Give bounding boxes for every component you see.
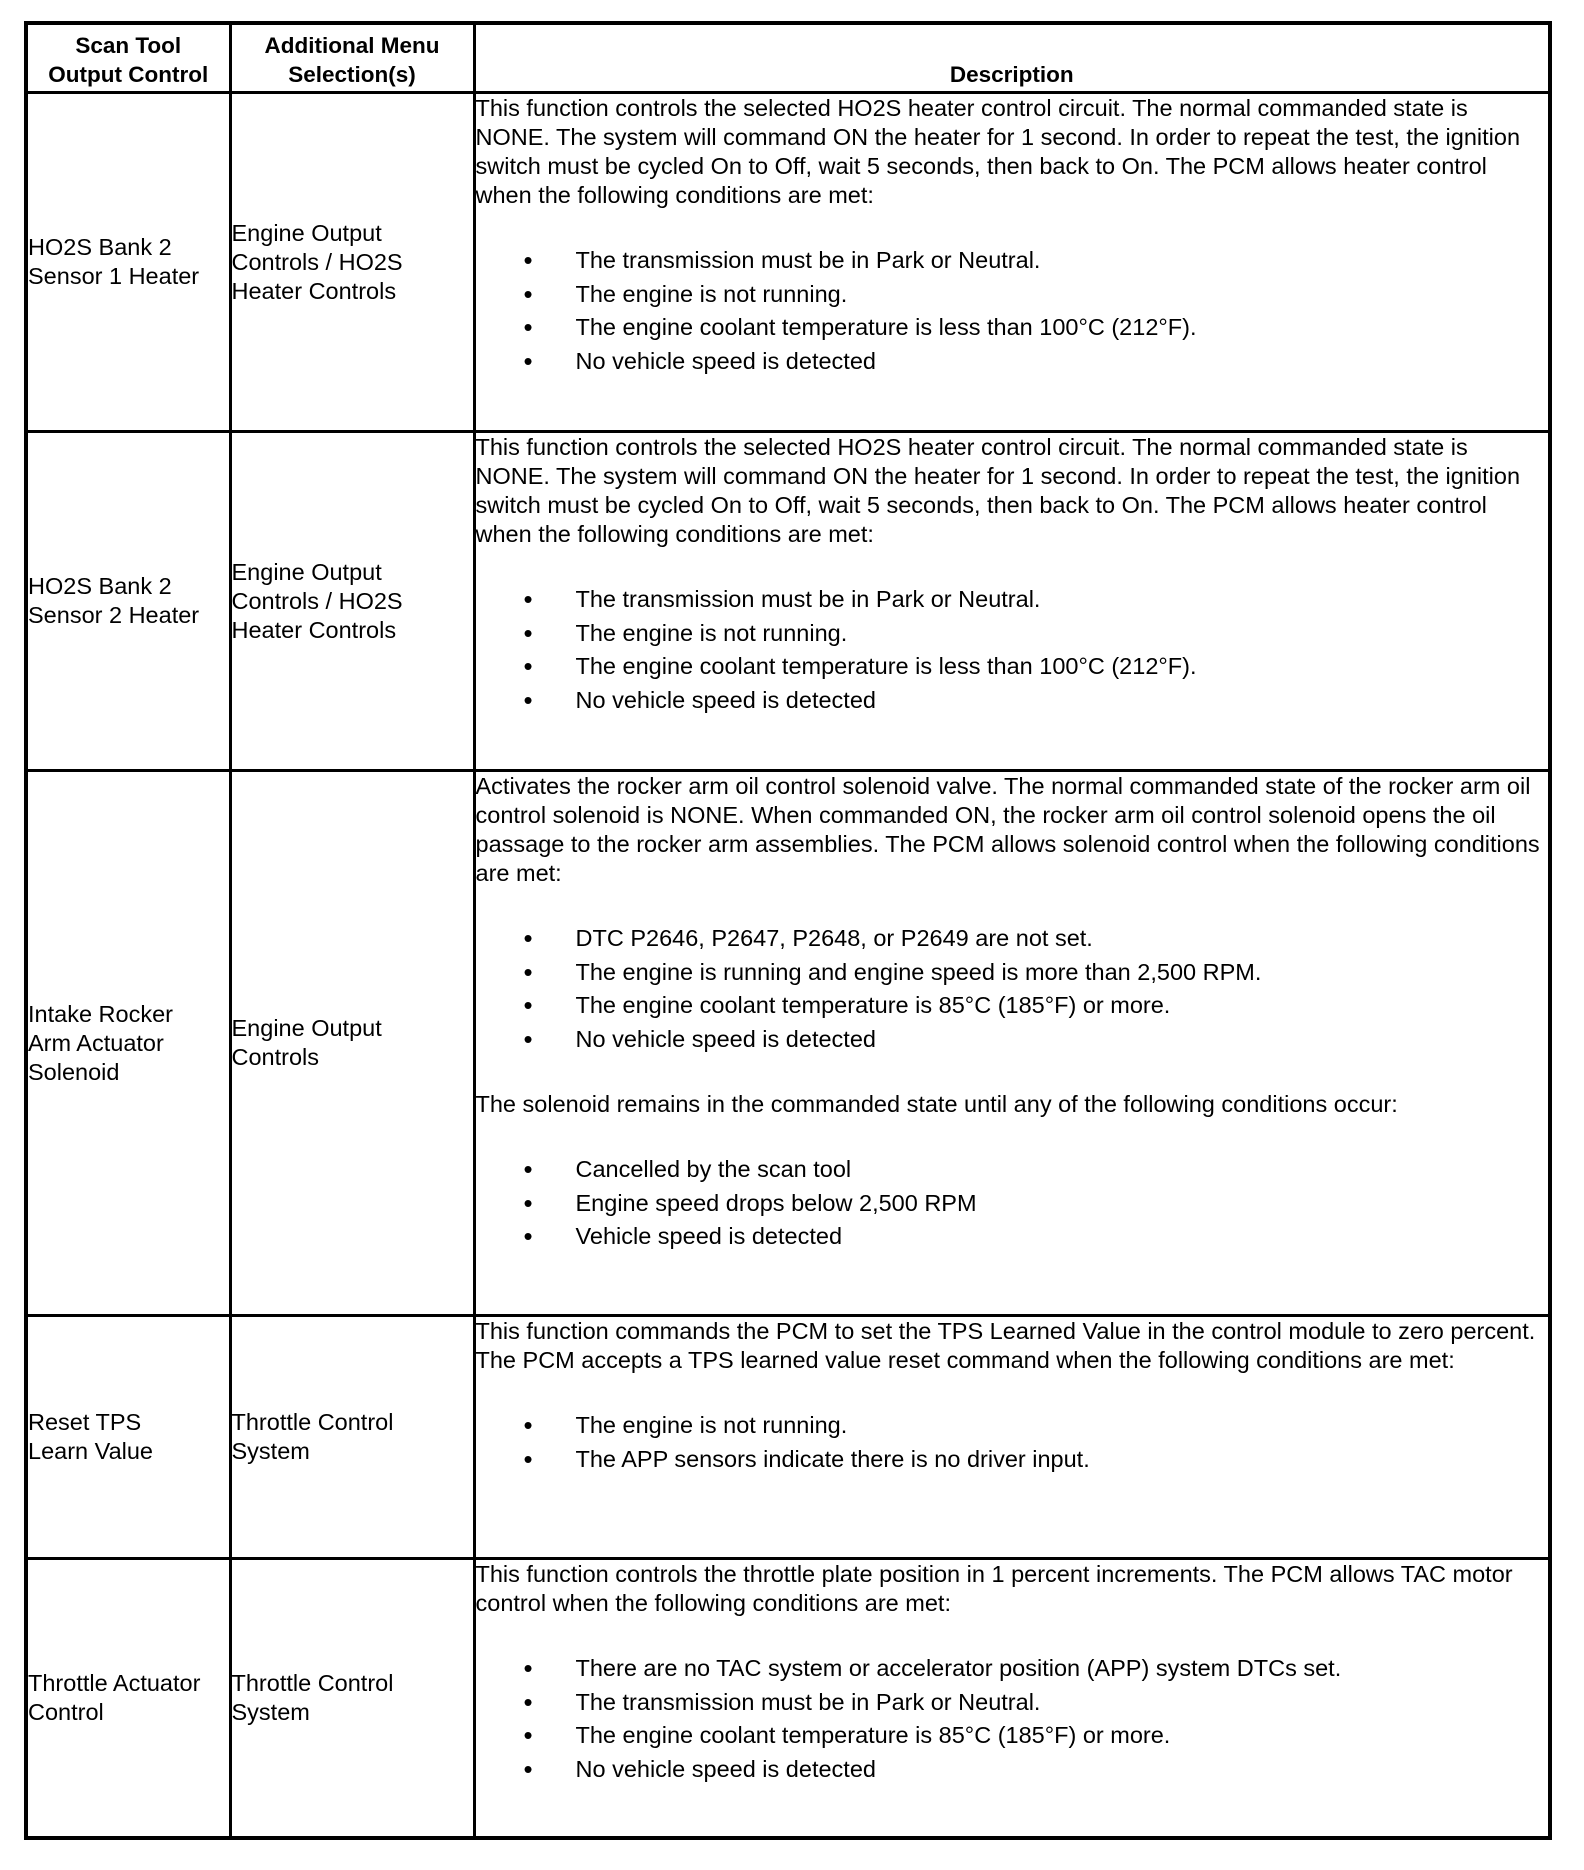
list-item: • The engine coolant temperature is 85°C (185°F) or more. <box>476 1719 1549 1753</box>
description <box>474 771 1550 1316</box>
description-intro: This function controls the throttle plate position in 1 percent increments. The PCM allows TAC motor control when the following conditions are met: <box>475 1561 1513 1616</box>
list-item: • The engine coolant temperature is 85°C (185°F) or more. <box>476 989 1549 1023</box>
list-item: • The transmission must be in Park or Neutral. <box>476 1686 1549 1720</box>
conditions-list <box>476 922 1549 1056</box>
menu-selection: Engine Output Controls / HO2S Heater Controls <box>230 93 474 432</box>
termination-conditions-list <box>476 1153 1549 1254</box>
menu-selection: Engine Output Controls <box>230 771 474 1316</box>
header-scan-tool-output-control: Scan Tool Output Control <box>26 23 230 93</box>
list-item: • Vehicle speed is detected <box>476 1220 1549 1254</box>
description <box>474 432 1550 771</box>
list-item: • The transmission must be in Park or Neutral. <box>476 583 1549 617</box>
list-item: • Cancelled by the scan tool <box>476 1153 1549 1187</box>
conditions-list <box>476 1652 1549 1786</box>
list-item: • The engine coolant temperature is less than 100°C (212°F). <box>476 311 1549 345</box>
description <box>474 1316 1550 1559</box>
list-item: • The engine is not running. <box>476 617 1549 651</box>
header-row <box>26 23 1550 93</box>
description <box>474 1559 1550 1839</box>
output-control-name: Intake Rocker Arm Actuator Solenoid <box>26 771 230 1316</box>
table-row <box>26 1559 1550 1839</box>
list-item: • No vehicle speed is detected <box>476 1023 1549 1057</box>
output-control-name: HO2S Bank 2 Sensor 1 Heater <box>26 93 230 432</box>
table-row <box>26 93 1550 432</box>
list-item: • Engine speed drops below 2,500 RPM <box>476 1187 1549 1221</box>
conditions-list <box>476 244 1549 378</box>
output-control-name: HO2S Bank 2 Sensor 2 Heater <box>26 432 230 771</box>
output-control-name: Reset TPS Learn Value <box>26 1316 230 1559</box>
description-intro: This function commands the PCM to set the TPS Learned Value in the control module to zero percent. The PCM accepts a TPS learned value reset command when the following conditions are met: <box>475 1318 1536 1373</box>
list-item: • The engine is not running. <box>476 1409 1549 1443</box>
list-item: • The engine is not running. <box>476 278 1549 312</box>
list-item: • The engine is running and engine speed is more than 2,500 RPM. <box>476 956 1549 990</box>
description <box>474 93 1550 432</box>
table-row <box>26 432 1550 771</box>
header-additional-menu-selections: Additional Menu Selection(s) <box>230 23 474 93</box>
conditions-list <box>476 1409 1549 1476</box>
list-item: • There are no TAC system or accelerator position (APP) system DTCs set. <box>476 1652 1549 1686</box>
list-item: • DTC P2646, P2647, P2648, or P2649 are not set. <box>476 922 1549 956</box>
table-row <box>26 771 1550 1316</box>
conditions-list <box>476 583 1549 717</box>
output-controls-table <box>24 21 1552 1840</box>
table-row <box>26 1316 1550 1559</box>
description-intro: Activates the rocker arm oil control solenoid valve. The normal commanded state of the rocker arm oil control solenoid is NONE. When commanded ON, the rocker arm oil control solenoid opens the oil passage to the rocker arm assemblies. The PCM allows solenoid control when the following conditions are met: <box>475 773 1540 886</box>
description-followup: The solenoid remains in the commanded state until any of the following conditions occur: <box>475 1091 1398 1117</box>
list-item: • The transmission must be in Park or Neutral. <box>476 244 1549 278</box>
list-item: • The engine coolant temperature is less than 100°C (212°F). <box>476 650 1549 684</box>
list-item: • No vehicle speed is detected <box>476 345 1549 379</box>
description-intro: This function controls the selected HO2S heater control circuit. The normal commanded state is NONE. The system will command ON the heater for 1 second. In order to repeat the test, the ignition switch must be cycled On to Off, wait 5 seconds, then back to On. The PCM allows heater control when the following conditions are met: <box>475 434 1521 547</box>
description-intro: This function controls the selected HO2S heater control circuit. The normal commanded state is NONE. The system will command ON the heater for 1 second. In order to repeat the test, the ignition switch must be cycled On to Off, wait 5 seconds, then back to On. The PCM allows heater control when the following conditions are met: <box>475 95 1521 208</box>
output-control-name: Throttle Actuator Control <box>26 1559 230 1839</box>
document-page <box>24 21 1552 1840</box>
list-item: • No vehicle speed is detected <box>476 1753 1549 1787</box>
list-item: • The APP sensors indicate there is no driver input. <box>476 1443 1549 1477</box>
list-item: • No vehicle speed is detected <box>476 684 1549 718</box>
menu-selection: Throttle Control System <box>230 1559 474 1839</box>
header-description: Description <box>474 23 1550 93</box>
menu-selection: Engine Output Controls / HO2S Heater Controls <box>230 432 474 771</box>
menu-selection: Throttle Control System <box>230 1316 474 1559</box>
